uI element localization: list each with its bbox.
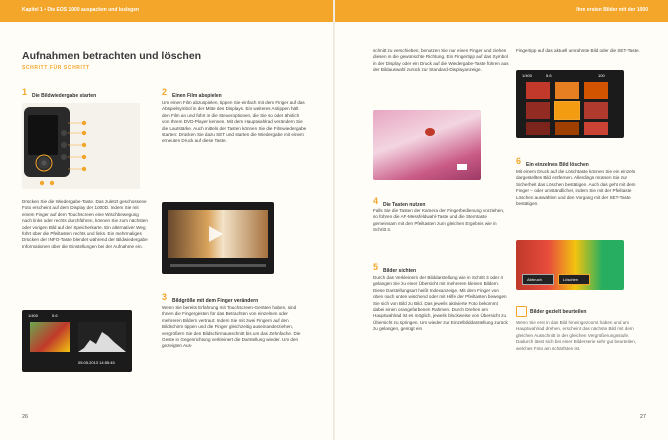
tip-icon — [516, 306, 527, 317]
column-4-text: Fingertipp auf das aktuell umrahmte Bild oder die SET-Taste. — [516, 48, 640, 53]
index-thumb-9[interactable] — [584, 122, 608, 135]
step-3-number: 3 — [162, 292, 168, 302]
cancel-label: Abbruch — [527, 277, 542, 282]
step-5-title: Bilder sichten — [383, 268, 417, 274]
flower-closeup-image — [373, 110, 481, 180]
step-4-text: Falls Sie die Tasten der Kamera der Fingerbedienung vorziehen, so führen die AF-Messfeldwahl-Taste und die Sterntaste gemeinsam mit den Pfeiltasten zum gleichen Ergebnis wie in Schritt 3. — [373, 208, 505, 233]
left-page-number: 26 — [22, 414, 29, 420]
step-5-number: 5 — [373, 262, 379, 272]
histogram-graph — [78, 322, 126, 352]
step-4-title: Die Tasten nutzen — [383, 202, 426, 208]
tip-title: Bilder gezielt beurteilen — [530, 309, 587, 315]
step-6-title: Ein einzelnes Bild löschen — [526, 162, 589, 168]
play-icon[interactable] — [209, 226, 223, 242]
column-3-text: schnitt zu verschieben, benutzen Sie nur einen Finger und ziehen diesen in die gewünschte Richtung. Ein Fingertipp auf das Symbol in der Display oder ein Druck auf die Wiedergabe-Taste führen aus der Bildauswahl zurück zur Standard-Displayanzeige. — [373, 48, 509, 73]
index-shutter: 1/400 — [522, 73, 533, 78]
page-gutter — [333, 0, 335, 440]
right-header-bar — [335, 0, 668, 22]
info-display-image — [22, 310, 132, 372]
info-aperture: 5.6 — [52, 313, 58, 318]
step-3-text: Wenn Sie bereits Erfahrung mit Touchscreen-Geräten haben, sind Ihnen die Fingergesten für das Betrachten von einzelnen oder mehreren Bildern vertraut: Indem Sie mit zwei Fingern auf den Bildschirm tippen und die Finger gleichzeitig auseinanderziehen, vergrößern Sie den Bildschirmausschnitt bis um das Zehnfache. Die Geste in Gegenrichtung verkleinert die Darstellung wieder. Um den gezeigten Aus- — [162, 305, 301, 349]
camera-back-image — [22, 103, 140, 189]
movie-playback-image — [162, 202, 274, 274]
right-page-number: 27 — [639, 414, 646, 420]
index-thumb-3[interactable] — [584, 82, 608, 99]
index-aperture: 5.6 — [546, 73, 552, 78]
step-5-text: Durch das Verkleinern der Bilddarstellung wie in Schritt 3 oder 4 gelangen Sie zu einer Übersicht mit mehreren kleinen Bildern. Diese Darstellungsart heißt Indexanzeige. Mit dem Finger von oben nach unten wischend oder mit Hilfe der Pfeiltasten bewegen Sie sich von Bild zu Bild. Das jeweils aktivierte Foto bekommt dabei einen orangefarbenen Rahmen. Durch Drehen am Hauptwahlrad ist es möglich, jeweils blockweise von Übersicht zu Übersicht zu springen. Um wieder zur Einzelbilddarstellung zurück zu gelangen, genügt ein — [373, 275, 508, 332]
info-datetime: 05.05.2013 14:55:45 — [78, 360, 115, 365]
page-subtitle: SCHRITT FÜR SCHRITT — [22, 65, 90, 71]
cancel-button[interactable] — [522, 274, 554, 285]
ladybug-shape — [425, 128, 435, 136]
step-1-number: 1 — [22, 87, 28, 97]
movie-progress-bar[interactable] — [170, 264, 266, 267]
info-thumbnail — [30, 322, 70, 352]
step-2-text: Um einen Film abzuspielen, tippen Sie einfach mit dem Finger auf das Abspielsymbol in der Mitte des Displays. Ein weiteres Antippen hält den Film an und führt in die Steueroptionen, die Sie so oder ähnlich von Ihrem DVD-Player kennen. Mit dem Hauptwahlrad verändern Sie die Lautstärke. Auch mittels der Tasten können Sie die Filmwiedergabe starten: Drücken Sie dazu SET und starten die Wiedergabe mit einem erneuten Druck auf diese Taste. — [162, 100, 307, 144]
index-folder: 100 — [598, 73, 605, 78]
index-thumb-7[interactable] — [526, 122, 550, 135]
info-shutter: 1/400 — [28, 313, 39, 318]
step-6-number: 6 — [516, 156, 522, 166]
page-title: Aufnahmen betrachten und löschen — [22, 50, 202, 62]
tip-text: Wenn Sie erst in das Bild hineingezoomt haben und am Hauptwahlrad drehen, erscheint das nächste Bild mit dem gleichen Ausschnitt in der gleichen Vergrößerungsstufe. Dadurch lässt sich bei einer Bilderserie sehr gut beurteilen, welches Foto am schärfsten ist. — [516, 320, 637, 351]
right-header-text: Ihre ersten Bilder mit der 1000 — [576, 7, 648, 13]
delete-button[interactable] — [558, 274, 590, 285]
index-thumb-5-selected[interactable] — [555, 102, 579, 119]
step-4-number: 4 — [373, 196, 379, 206]
index-thumb-8[interactable] — [555, 122, 579, 135]
left-header-bar — [0, 0, 333, 22]
delete-confirm-image — [516, 240, 624, 290]
delete-label: Löschen — [563, 277, 579, 282]
step-1-title: Die Bildwiedergabe starten — [32, 93, 97, 99]
index-thumb-1[interactable] — [526, 82, 550, 99]
left-header-text: Kapitel 1 • Die EOS 1000 auspacken und loslegen — [22, 7, 140, 13]
index-thumb-6[interactable] — [584, 102, 608, 119]
magnify-indicator — [457, 164, 467, 170]
index-thumb-4[interactable] — [526, 102, 550, 119]
index-thumb-2[interactable] — [555, 82, 579, 99]
index-display-image — [516, 70, 624, 138]
camera-back-drawing — [22, 103, 140, 189]
step-1-text: Drücken Sie die Wiedergabe-Taste. Das zuletzt geschossene Foto erscheint auf dem Display der 1000D. Indem Sie mit einem Finger auf dem Touchscreen eine Wischbewegung nach links oder rechts durchführen, können Sie zum nächsten oder vorigen Bild auf der Speicherkarte. Ein alternativer Weg führt über die Pfeiltasten rechts und links. Ein mehrmaliges Drücken der INFO-Taste blendet während der Bildwiedergabe Informationen über die Einstellungen bei der Aufnahme ein. — [22, 199, 148, 249]
step-6-text: Mit einem Druck auf die Löschtaste können Sie ein einzeln dargestelltes Bild entfernen. Allerdings müssen Sie zur Sicherheit das Löschen bestätigen. Auch das geht mit dem Finger – oder umständlicher, indem Sie mit der Pfeiltaste Löschen auswählen und den Vorgang mit der SET-Taste bestätigen. — [516, 169, 636, 207]
step-3-title: Bildgröße mit dem Finger verändern — [172, 298, 259, 304]
step-2-title: Einen Film abspielen — [172, 93, 222, 99]
step-2-number: 2 — [162, 87, 168, 97]
